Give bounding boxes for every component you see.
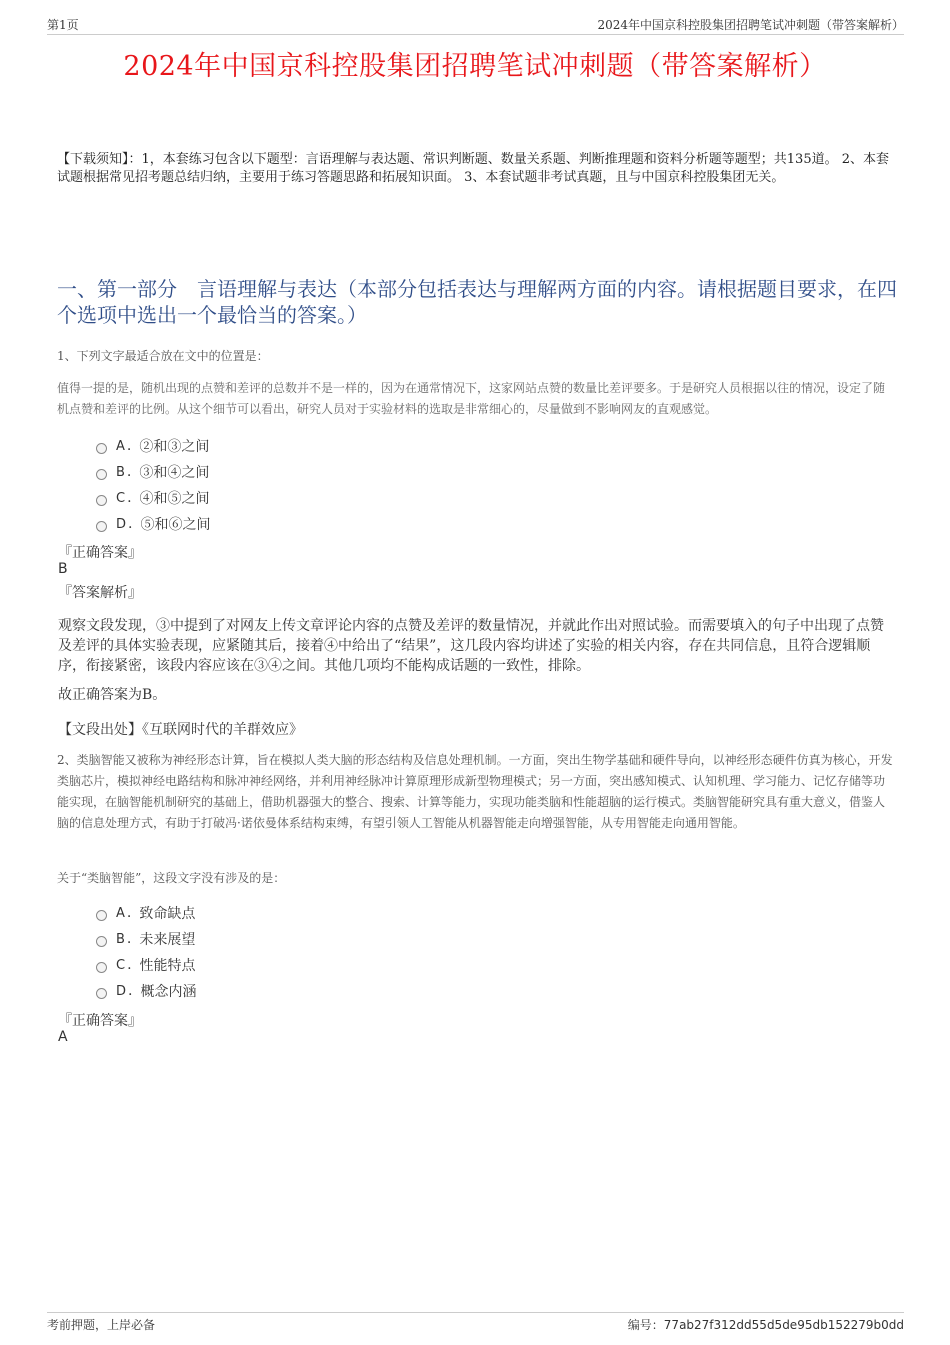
option-letter: B [116, 464, 125, 480]
option-c[interactable] [96, 485, 496, 511]
document-code-value: 77ab27f312dd55d5de95db152279b0dd [663, 1318, 904, 1332]
option-letter: D [116, 983, 127, 999]
question-1-passage: 值得一提的是，随机出现的点赞和差评的总数并不是一样的，因为在通常情况下，这家网站点赞的数量比差评要多。于是研究人员根据以往的情况，设定了随机点赞和差评的比例。从这个细节可以看出，研究人员对于实验材料的选取是非常细心的，尽量做到不影响网友的直观感觉。 [57, 381, 886, 416]
correct-answer-label: 『正确答案』 [58, 545, 142, 561]
option-text: ②和③之间 [139, 439, 210, 455]
option-text: ⑤和⑥之间 [140, 517, 211, 533]
option-letter: C [116, 490, 126, 506]
document-code-label: 编号： [627, 1318, 664, 1332]
question-1-options [96, 433, 496, 537]
option-text: ③和④之间 [139, 465, 210, 481]
passage-source: 【文段出处】《互联网时代的羊群效应》 [58, 722, 303, 738]
page-header [47, 14, 904, 35]
option-separator: . [127, 957, 132, 973]
option-separator: . [126, 905, 132, 921]
option-letter: A [116, 905, 125, 921]
option-b[interactable] [96, 459, 496, 485]
question-2-prompt: 关于“类脑智能”，这段文字没有涉及的是： [57, 871, 286, 885]
option-separator: . [128, 983, 133, 999]
option-text: 致命缺点 [139, 906, 196, 922]
question-2-stem: 2、类脑智能又被称为神经形态计算，旨在模拟人类大脑的形态结构及信息处理机制。一方面，突出生物学基础和硬件导向，以神经形态硬件仿真为核心，开发类脑芯片，模拟神经电路结构和脉冲神经网络，并利用神经脉冲计算原理形成新型物理模式；另一方面，突出感知模式、认知机理、学习能力、记忆存储等功能实现，在脑智能机制研究的基础上，借助机器强大的整合、搜索、计算等能力，实现功能类脑和性能超脑的运行模式。类脑智能研究具有重大意义，借鉴人脑的信息处理方式，有助于打破冯·诺依曼体系结构束缚，有望引领人工智能从机器智能走向增强智能，从专用智能走向通用智能。 [57, 753, 893, 830]
option-letter: B [116, 931, 125, 947]
option-separator: . [126, 931, 132, 947]
download-notice: 【下载须知】：1，本套练习包含以下题型：言语理解与表达题、常识判断题、数量关系题、判断推理题和资料分析题等题型；共135道。 2、本套试题根据常见招考题总结归纳，主要用于练习答题思路和拓展知识面。 3、本套试题非考试真题，且与中国京科控股集团无关。 [57, 152, 889, 185]
option-text: 概念内涵 [140, 984, 197, 1000]
analysis-label: 『答案解析』 [58, 585, 142, 601]
correct-answer: A [58, 1029, 68, 1045]
option-separator: . [126, 464, 132, 480]
option-separator: . [127, 490, 132, 506]
option-text: 未来展望 [139, 932, 196, 948]
option-b[interactable] [96, 926, 496, 952]
option-letter: D [116, 516, 127, 532]
question-2-options [96, 900, 496, 1004]
option-d[interactable] [96, 511, 496, 537]
radio-icon[interactable] [96, 443, 107, 454]
answer-conclusion: 故正确答案为B。 [58, 687, 167, 703]
radio-icon[interactable] [96, 988, 107, 999]
option-letter: A [116, 438, 125, 454]
option-letter: C [116, 957, 126, 973]
footer-slogan: 考前押题，上岸必备 [47, 1318, 156, 1332]
option-separator: . [126, 438, 132, 454]
radio-icon[interactable] [96, 495, 107, 506]
page-footer [47, 1312, 904, 1333]
option-a[interactable] [96, 900, 496, 926]
correct-answer: B [58, 561, 68, 577]
option-d[interactable] [96, 978, 496, 1004]
radio-icon[interactable] [96, 962, 107, 973]
radio-icon[interactable] [96, 936, 107, 947]
answer-analysis: 观察文段发现，③中提到了对网友上传文章评论内容的点赞及差评的数量情况，并就此作出对照试验。而需要填入的句子中出现了点赞及差评的具体实验表现，应紧随其后，接着④中给出了“结果”，这几段内容均讲述了实验的相关内容，存在共同信息，且符合逻辑顺序，衔接紧密，该段内容应该在③④之间。其他几项均不能构成话题的一致性，排除。 [58, 618, 884, 674]
document-title: 2024年中国京科控股集团招聘笔试冲刺题（带答案解析） [123, 51, 827, 82]
option-separator: . [128, 516, 133, 532]
page-number: 第1页 [47, 18, 79, 32]
document-code [628, 1316, 904, 1333]
running-title: 2024年中国京科控股集团招聘笔试冲刺题（带答案解析） [597, 18, 904, 32]
option-c[interactable] [96, 952, 496, 978]
radio-icon[interactable] [96, 521, 107, 532]
question-1-stem: 1、下列文字最适合放在文中的位置是： [57, 349, 269, 363]
option-a[interactable] [96, 433, 496, 459]
section-heading: 一、第一部分 言语理解与表达（本部分包括表达与理解两方面的内容。请根据题目要求，在四个选项中选出一个最恰当的答案。） [57, 277, 897, 327]
option-text: ④和⑤之间 [139, 491, 210, 507]
radio-icon[interactable] [96, 910, 107, 921]
radio-icon[interactable] [96, 469, 107, 480]
correct-answer-label: 『正确答案』 [58, 1013, 142, 1029]
option-text: 性能特点 [139, 958, 196, 974]
